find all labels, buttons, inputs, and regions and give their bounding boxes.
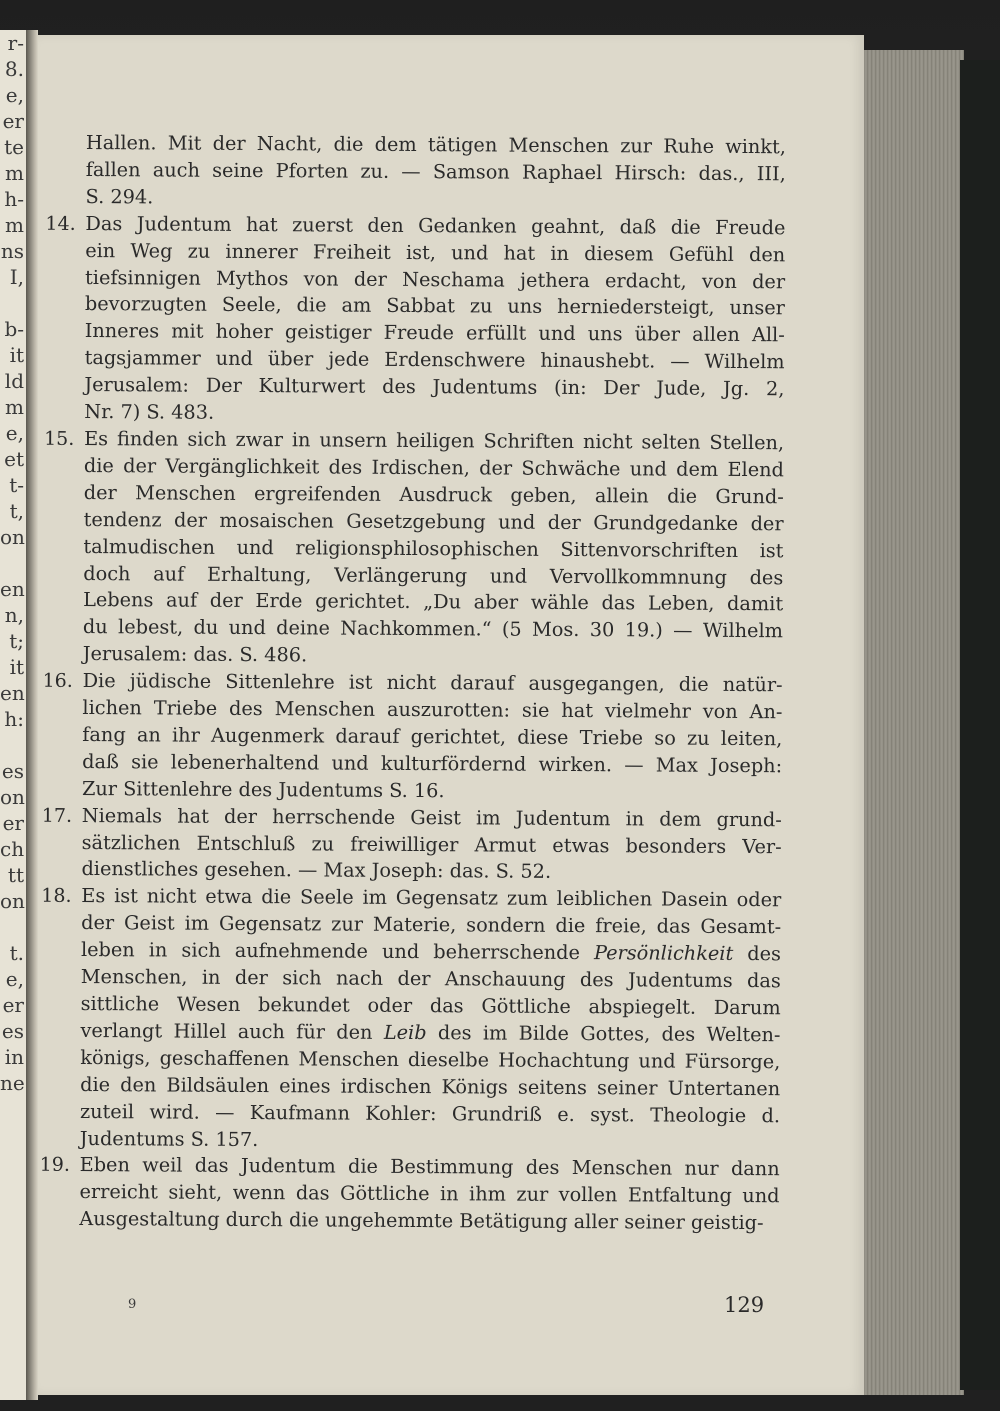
- text-line: Das Judentum hat zuerst den Gedanken geahnt, daß die Freude: [85, 211, 786, 239]
- text-line: tagsjammer und über jede Erdenschwere hinaushebt. — Wilhelm: [84, 346, 785, 374]
- text-line: Nr. 7) S. 483.: [84, 400, 215, 424]
- margin-fragment: ch: [0, 837, 25, 861]
- text-line: Jerusalem: Der Kulturwert des Judentums (in: Der Jude, Jg. 2,: [84, 373, 785, 401]
- margin-fragment: b-: [4, 317, 24, 341]
- note-number: 19.: [39, 1154, 70, 1177]
- book-cover-edge: [960, 60, 1000, 1390]
- text-line: sätzlichen Entschluß zu freiwilliger Armut etwas besonders Ver-: [81, 830, 782, 858]
- text-line: verlangt Hillel auch für den Leib des im Bilde Gottes, des Welten-: [80, 1018, 781, 1047]
- margin-fragment: t.: [9, 941, 24, 965]
- margin-fragment: [0, 290, 26, 316]
- page-number: 129: [724, 1293, 765, 1317]
- margin-fragment: I,: [9, 265, 24, 289]
- margin-fragment: h:: [4, 707, 24, 731]
- margin-fragment: in: [4, 1045, 24, 1069]
- text-line: Es ist nicht etwa die Seele im Gegensatz zum leiblichen Dasein oder: [81, 884, 782, 912]
- margin-fragment: te: [4, 135, 24, 159]
- text-line: Inneres mit hoher geistiger Freude erfüllt und uns über allen All-: [84, 319, 785, 347]
- text-line: tiefsinnigen Mythos von der Neschama jethera erdacht, von der: [85, 265, 786, 293]
- text-line: talmudischen und religionsphilosophischen Sittenvorschriften ist: [83, 534, 784, 562]
- margin-fragment: n,: [4, 603, 24, 627]
- margin-fragment: t,: [9, 499, 24, 523]
- text-line: Hallen. Mit der Nacht, die dem tätigen Menschen zur Ruhe winkt,: [85, 130, 786, 159]
- margin-fragment: ns: [0, 239, 24, 263]
- text-line: die der Vergänglichkeit des Irdischen, der Schwäche und dem Elend: [83, 453, 785, 482]
- text-line: Niemals hat der herrschende Geist im Judentum in dem grund-: [81, 803, 782, 831]
- margin-fragment: on: [0, 525, 25, 549]
- text-line: königs, geschaffenen Menschen dieselbe Hochachtung und Fürsorge,: [80, 1045, 781, 1074]
- note-number: 14.: [45, 212, 76, 235]
- margin-fragment: es: [1, 1019, 24, 1043]
- book-page: [38, 35, 864, 1395]
- margin-fragment: m: [5, 213, 24, 237]
- text-line: Eben weil das Judentum die Bestimmung des Menschen nur dann: [79, 1153, 780, 1181]
- note-14: [45, 211, 786, 431]
- margin-fragment: on: [0, 889, 25, 913]
- margin-fragment: en: [0, 577, 25, 601]
- margin-fragment: ld: [4, 369, 24, 393]
- margin-fragment: tt: [7, 863, 24, 887]
- text-line: Es finden sich zwar in unsern heiligen Schriften nicht selten Stellen,: [84, 426, 785, 455]
- margin-fragment: on: [0, 785, 25, 809]
- emphasis: Leib: [383, 1020, 427, 1045]
- text-line: sittliche Wesen bekundet oder das Göttliche abspiegelt. Darum: [80, 991, 781, 1020]
- note-18: [41, 883, 782, 1156]
- text-line: Lebens auf der Erde gerichtet. „Du aber wähle das Leben, damit: [83, 588, 784, 616]
- margin-fragment: [0, 732, 26, 758]
- note-19: [39, 1152, 780, 1237]
- margin-fragment: er: [2, 109, 24, 133]
- margin-fragment: r-: [7, 31, 24, 55]
- note-17: [41, 803, 782, 888]
- margin-fragment: es: [1, 759, 24, 783]
- margin-fragment: e,: [5, 967, 24, 991]
- text-line: leben in sich aufnehmende und beherrschende Persönlichkeit des: [80, 938, 782, 966]
- text-line: tendenz der mosaischen Gesetzgebung und der Grundgedanke der: [83, 507, 784, 535]
- text-line: der Geist im Gegensatz zur Materie, sondern die freie, das Gesamt-: [81, 911, 782, 939]
- adjacent-page-edge: [0, 30, 28, 1400]
- margin-fragment: ne: [0, 1071, 25, 1095]
- margin-fragment: it: [9, 343, 24, 367]
- note-number: 15.: [44, 427, 75, 450]
- note-15: [44, 426, 785, 672]
- text-line: Jerusalem: das. S. 486.: [82, 642, 308, 667]
- margin-fragment: e,: [5, 421, 24, 445]
- text-line: der Menschen ergreifenden Ausdruck geben, allein die Grund-: [83, 480, 784, 509]
- margin-fragment: [0, 914, 26, 940]
- note-16: [42, 668, 783, 807]
- margin-fragment: m: [5, 161, 24, 185]
- emphasis: Persönlichkeit: [593, 941, 734, 966]
- margin-fragment: h-: [4, 187, 24, 211]
- text-line: ein Weg zu innerer Freiheit ist, und hat in diesem Gefühl den: [85, 238, 786, 266]
- text-line: Zur Sittenlehre des Judentums S. 16.: [81, 776, 445, 802]
- text-line: lichen Triebe des Menschen auszurotten: sie hat vielmehr von An-: [82, 696, 783, 724]
- text-line: S. 294.: [85, 184, 154, 209]
- margin-fragment: it: [9, 655, 24, 679]
- note-number: 18.: [41, 885, 72, 908]
- text-line: zuteil wird. — Kaufmann Kohler: Grundriß e. syst. Theologie d.: [79, 1099, 781, 1127]
- signature-mark: 9: [128, 1297, 137, 1312]
- text-line: die den Bildsäulen eines irdischen Königs seitens seiner Untertanen: [80, 1072, 781, 1100]
- book-page-edges: [864, 50, 964, 1395]
- text-line: Judentums S. 157.: [79, 1126, 259, 1151]
- margin-fragment: er: [2, 811, 24, 835]
- text-line: Die jüdische Sittenlehre ist nicht darauf ausgegangen, die natür-: [82, 669, 783, 697]
- margin-fragment: et: [4, 447, 24, 471]
- text-line: dienstliches gesehen. — Max Joseph: das. S. 52.: [81, 857, 552, 884]
- margin-fragment: [0, 550, 26, 576]
- margin-fragment: 8.: [4, 57, 24, 81]
- text-line: bevorzugten Seele, die am Sabbat zu uns herniedersteigt, unser: [84, 292, 785, 320]
- text-line: erreicht sieht, wenn das Göttliche in ihm zur vollen Entfaltung und: [79, 1180, 780, 1208]
- continuation-note: [86, 130, 786, 215]
- margin-fragment: er: [2, 993, 24, 1017]
- margin-fragment: t;: [9, 629, 24, 653]
- page-gutter: [26, 30, 38, 1400]
- margin-fragment: m: [5, 395, 24, 419]
- text-line: doch auf Erhaltung, Verlängerung und Vervollkommnung des: [83, 561, 784, 589]
- margin-fragment: e,: [5, 83, 24, 107]
- note-number: 16.: [42, 669, 73, 693]
- text-line: Ausgestaltung durch die ungehemmte Betätigung aller seiner geistig-: [79, 1207, 764, 1235]
- page-text: [39, 130, 786, 1237]
- text-line: du lebest, du und deine Nachkommen.“ (5 Mos. 30 19.) — Wilhelm: [82, 615, 784, 643]
- text-line: Menschen, in der sich nach der Anschauung des Judentums das: [80, 965, 781, 993]
- notes-list: [39, 211, 786, 1238]
- text-line: fallen auch seine Pforten zu. — Samson Raphael Hirsch: das., III,: [85, 157, 786, 186]
- note-number: 17.: [41, 804, 73, 827]
- margin-fragment: t-: [9, 473, 24, 497]
- text-line: fang an ihr Augenmerk darauf gerichtet, diese Triebe so zu leiten,: [82, 722, 783, 751]
- margin-fragment: en: [0, 681, 25, 705]
- text-line: daß sie lebenerhaltend und kulturfördernd wirken. — Max Joseph:: [82, 749, 783, 778]
